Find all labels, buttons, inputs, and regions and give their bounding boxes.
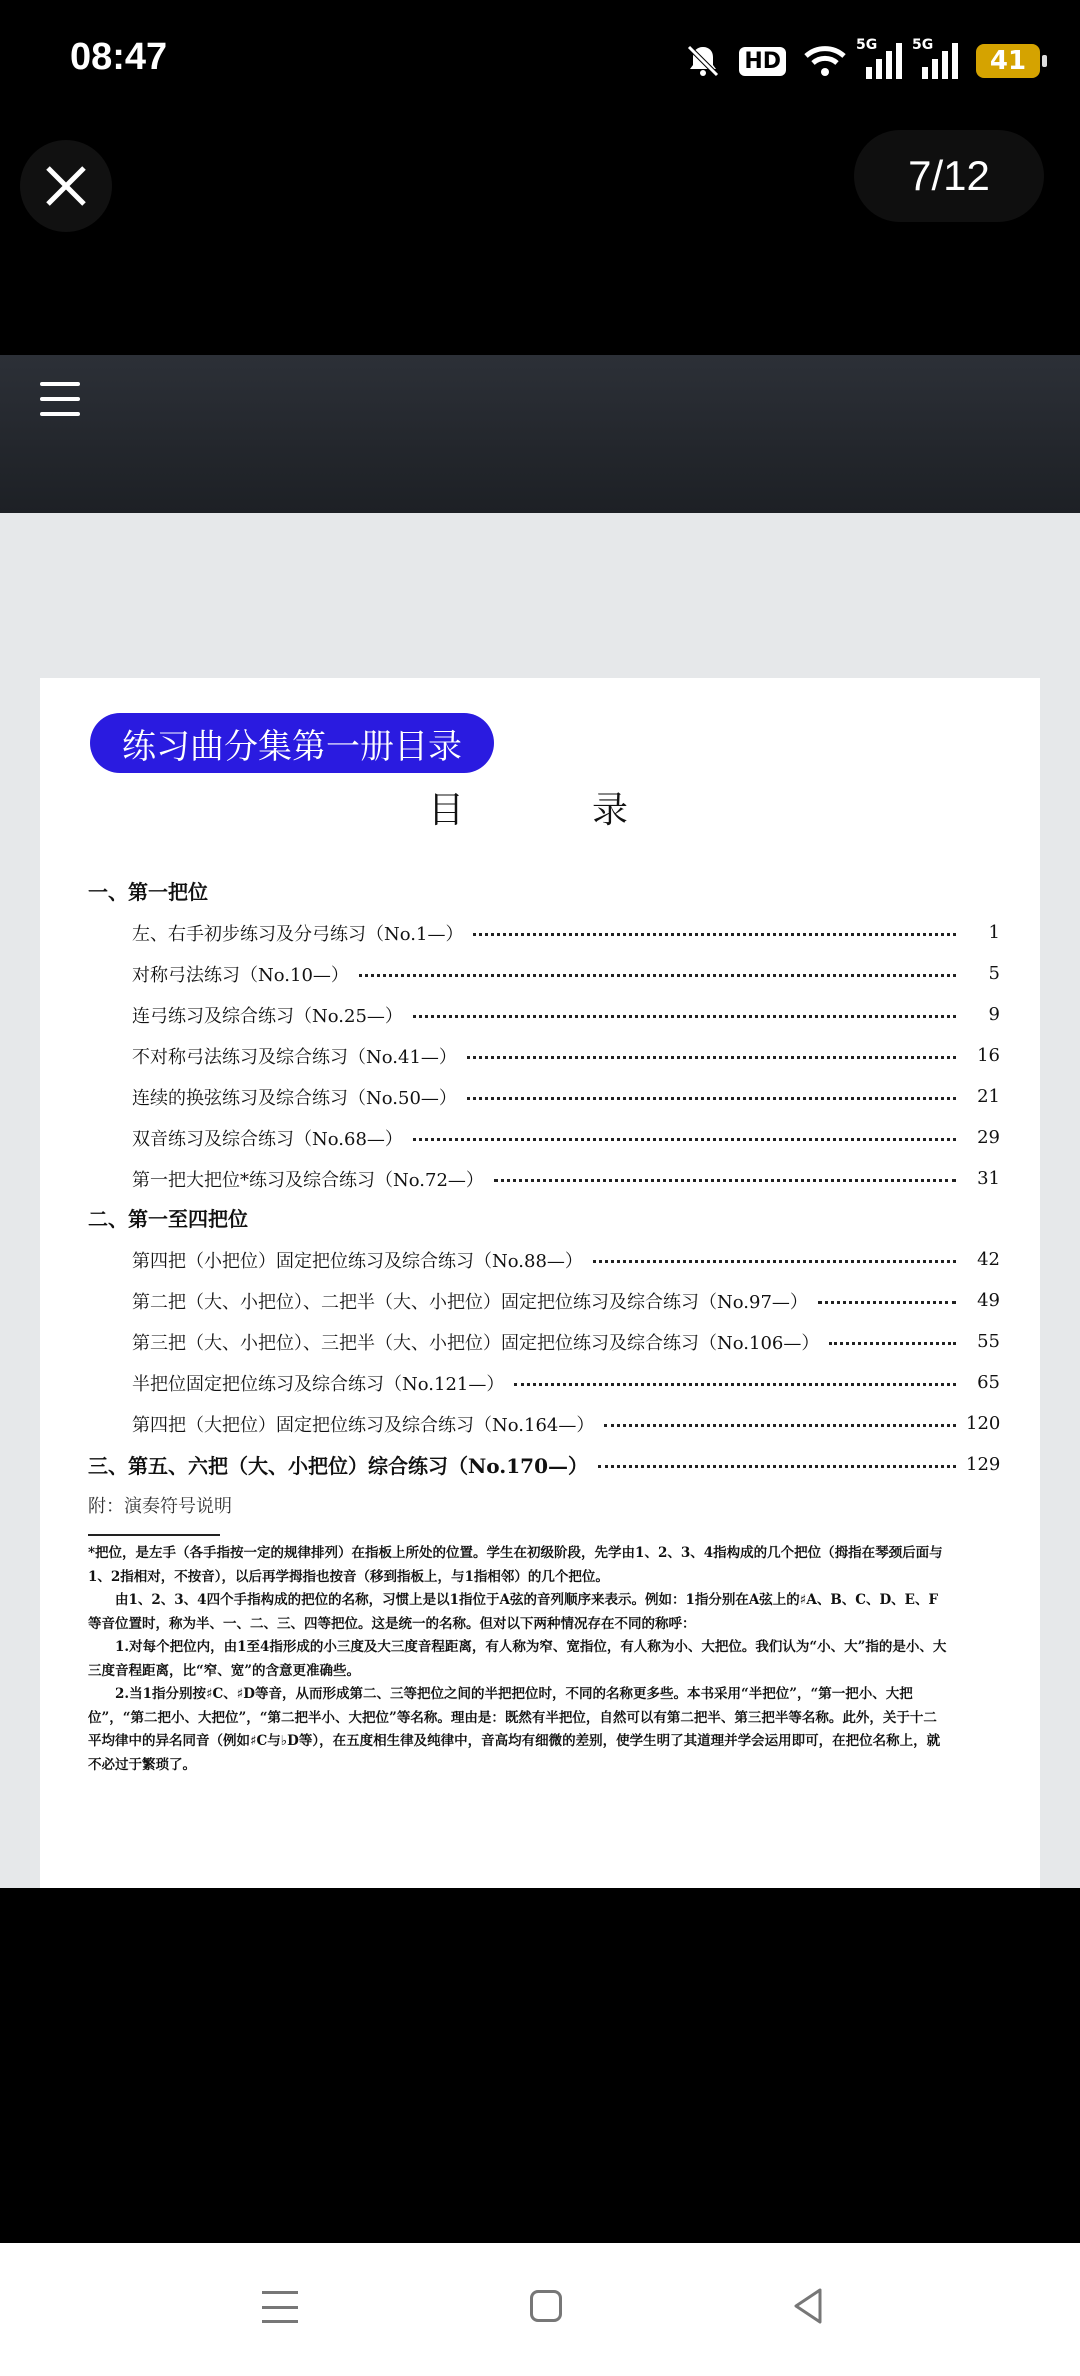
section-heading: 一、第一把位: [88, 880, 208, 904]
toc-row: 第一把大把位*练习及综合练习（No.72—） 31: [132, 1168, 1000, 1191]
toc-row: 双音练习及综合练习（No.68—） 29: [132, 1127, 1000, 1150]
close-icon: [44, 164, 88, 208]
title-left: 目: [428, 790, 465, 831]
toc-row: 不对称弓法练习及综合练习（No.41—） 16: [132, 1045, 1000, 1068]
signal-icon: [856, 37, 902, 79]
footnote-paragraph: 1.对每个把位内，由1至4指形成的小三度及大三度音程距离，有人称为窄、宽指位，有人称为小、大把位。我们认为“小、大”指的是小、大三度音程距离，比“窄、宽”的含意更准确些。: [88, 1639, 947, 1679]
home-icon[interactable]: [530, 2290, 562, 2322]
footnote-paragraph: *把位，是左手（各手指按一定的规律排列）在指板上所处的位置。学生在初级阶段，先学由1、2、3、4指构成的几个把位（拇指在琴颈后面与1、2指相对，不按音），以后再学拇指也按音（移到指板上，与1指相邻）的几个把位。: [88, 1545, 943, 1585]
signal-icon-2: [912, 37, 958, 79]
toc-row: 三、第五、六把（大、小把位）综合练习（No.170—） 129: [88, 1454, 1001, 1478]
toc-row: 左、右手初步练习及分弓练习（No.1—） 1: [132, 922, 1000, 945]
toc-row: 第四把（大把位）固定把位练习及综合练习（No.164—） 120: [132, 1413, 1001, 1436]
close-button[interactable]: [20, 140, 112, 232]
document-header: [0, 355, 1080, 513]
toc-row: 第二把（大、小把位）、二把半（大、小把位）固定把位练习及综合练习（No.97—） 49: [132, 1290, 1000, 1313]
back-icon[interactable]: [788, 2286, 828, 2326]
appendix-line: 附：演奏符号说明: [88, 1496, 232, 1517]
toc-row: 连弓练习及综合练习（No.25—） 9: [132, 1004, 1000, 1027]
battery-icon: 41: [976, 44, 1040, 78]
toc-row: 第四把（小把位）固定把位练习及综合练习（No.88—） 42: [132, 1249, 1000, 1272]
page-counter: 7/12: [854, 130, 1044, 222]
menu-icon[interactable]: [40, 382, 80, 416]
clock: 08:47: [70, 36, 168, 78]
recents-icon[interactable]: [262, 2291, 298, 2323]
toc-row: 半把位固定把位练习及综合练习（No.121—） 65: [132, 1372, 1000, 1395]
signal-1-label: 5G: [856, 37, 878, 53]
wifi-icon: [804, 44, 846, 78]
page-title: [428, 782, 628, 833]
footnotes: [88, 1542, 948, 1777]
signal-2-label: 5G: [912, 37, 934, 53]
hd-badge: HD: [739, 47, 786, 76]
page-banner: 练习曲分集第一册目录: [90, 713, 494, 773]
table-of-contents: [88, 872, 1000, 1529]
toc-row: 第三把（大、小把位）、三把半（大、小把位）固定把位练习及综合练习（No.106—） 55: [132, 1331, 1000, 1354]
title-right: 录: [591, 790, 628, 831]
footnote-divider: [88, 1534, 220, 1536]
toc-row: 对称弓法练习（No.10—） 5: [132, 963, 1000, 986]
status-bar: [0, 0, 1080, 120]
footnote-paragraph: 由1、2、3、4四个手指构成的把位的名称，习惯上是以1指位于A弦的音列顺序来表示。例如：1指分别在A弦上的♯A、B、C、D、E、F等音位置时，称为半、一、二、三、四等把位。这是统一的名称。但对以下两种情况存在不同的称呼：: [88, 1592, 939, 1632]
bell-muted-icon: [685, 43, 721, 79]
section-heading: 二、第一至四把位: [88, 1207, 248, 1231]
status-icons: [685, 36, 1040, 86]
toc-row: 连续的换弦练习及综合练习（No.50—） 21: [132, 1086, 1000, 1109]
footnote-paragraph: 2.当1指分别按♯C、♯D等音，从而形成第二、三等把位之间的半把把位时，不同的名称更多些。本书采用“半把位”，“第一把小、大把位”，“第二把小、大把位”，“第二把半小、大把位”等名称。理由是：既然有半把位，自然可以有第二把半、第三把半等名称。此外，关于十二平均律中的异名同音（例如♯C与♭D等），在五度相生律及纯律中，音高均有细微的差别，使学生明了其道理并学会运用即可，在把位名称上，就不必过于繁琐了。: [88, 1686, 941, 1773]
